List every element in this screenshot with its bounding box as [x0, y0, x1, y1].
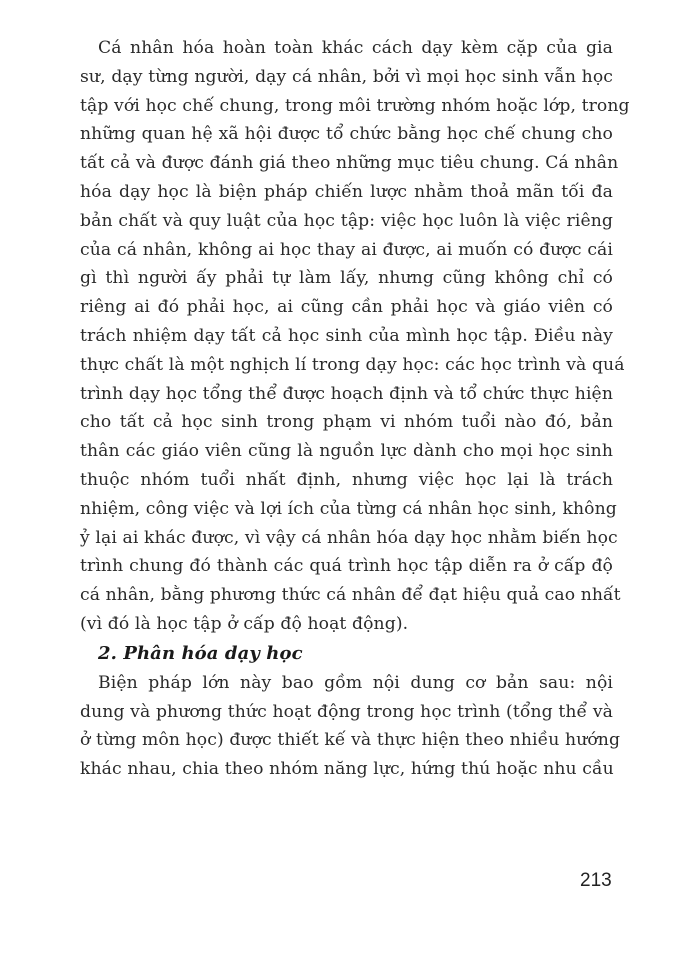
- text-line: thân các giáo viên cũng là nguồn lực dành cho mọi học sinh: [80, 441, 613, 462]
- page-body: [80, 34, 630, 784]
- text-line: tất cả và được đánh giá theo những mục tiêu chung. Cá nhân: [80, 153, 619, 174]
- text-line: trình chung đó thành các quá trình học tập diễn ra ở cấp độ: [80, 556, 613, 577]
- text-line: thực chất là một nghịch lí trong dạy học: các học trình và quá: [80, 354, 625, 375]
- text-line: ở từng môn học) được thiết kế và thực hiện theo nhiều hướng: [80, 730, 621, 751]
- text-line: thuộc nhóm tuổi nhất định, nhưng việc học lại là trách: [80, 469, 613, 490]
- text-line: gì thì người ấy phải tự làm lấy, nhưng cũng không chỉ có: [80, 268, 613, 289]
- text-line: trách nhiệm dạy tất cả học sinh của mình học tập. Điều này: [80, 325, 613, 346]
- text-line: ỷ lại ai khác được, vì vậy cá nhân hóa dạy học nhằm biến học: [80, 527, 618, 548]
- text-line: Cá nhân hóa hoàn toàn khác cách dạy kèm cặp của gia: [98, 38, 613, 58]
- text-line: bản chất và quy luật của học tập: việc học luôn là việc riêng: [80, 210, 613, 231]
- paragraph-individualization: [80, 34, 630, 639]
- paragraph-differentiation: [80, 669, 621, 784]
- text-line: (vì đó là học tập ở cấp độ hoạt động).: [80, 613, 409, 634]
- page-number: 213: [580, 870, 612, 891]
- text-line: Biện pháp lớn này bao gồm nội dung cơ bản sau: nội: [98, 672, 613, 693]
- text-line: khác nhau, chia theo nhóm năng lực, hứng thú hoặc nhu cầu: [80, 759, 614, 780]
- text-line: những quan hệ xã hội được tổ chức bằng học chế chung cho: [80, 124, 613, 145]
- text-line: cho tất cả học sinh trong phạm vi nhóm tuổi nào đó, bản: [80, 412, 613, 433]
- text-line: cá nhân, bằng phương thức cá nhân để đạt hiệu quả cao nhất: [80, 585, 621, 606]
- text-line: trình dạy học tổng thể được hoạch định và tổ chức thực hiện: [80, 383, 613, 404]
- section-heading: 2. Phân hóa dạy học: [98, 642, 303, 664]
- text-line: của cá nhân, không ai học thay ai được, ai muốn có được cái: [80, 239, 613, 260]
- text-line: dung và phương thức hoạt động trong học trình (tổng thể và: [80, 701, 613, 722]
- text-line: sư, dạy từng người, dạy cá nhân, bởi vì mọi học sinh vẫn học: [80, 66, 613, 87]
- text-line: hóa dạy học là biện pháp chiến lược nhằm thoả mãn tối đa: [80, 181, 613, 202]
- text-line: riêng ai đó phải học, ai cũng cần phải học và giáo viên có: [80, 297, 613, 318]
- text-line: tập với học chế chung, trong môi trường nhóm hoặc lớp, trong: [80, 95, 630, 116]
- text-line: nhiệm, công việc và lợi ích của từng cá nhân học sinh, không: [80, 498, 617, 519]
